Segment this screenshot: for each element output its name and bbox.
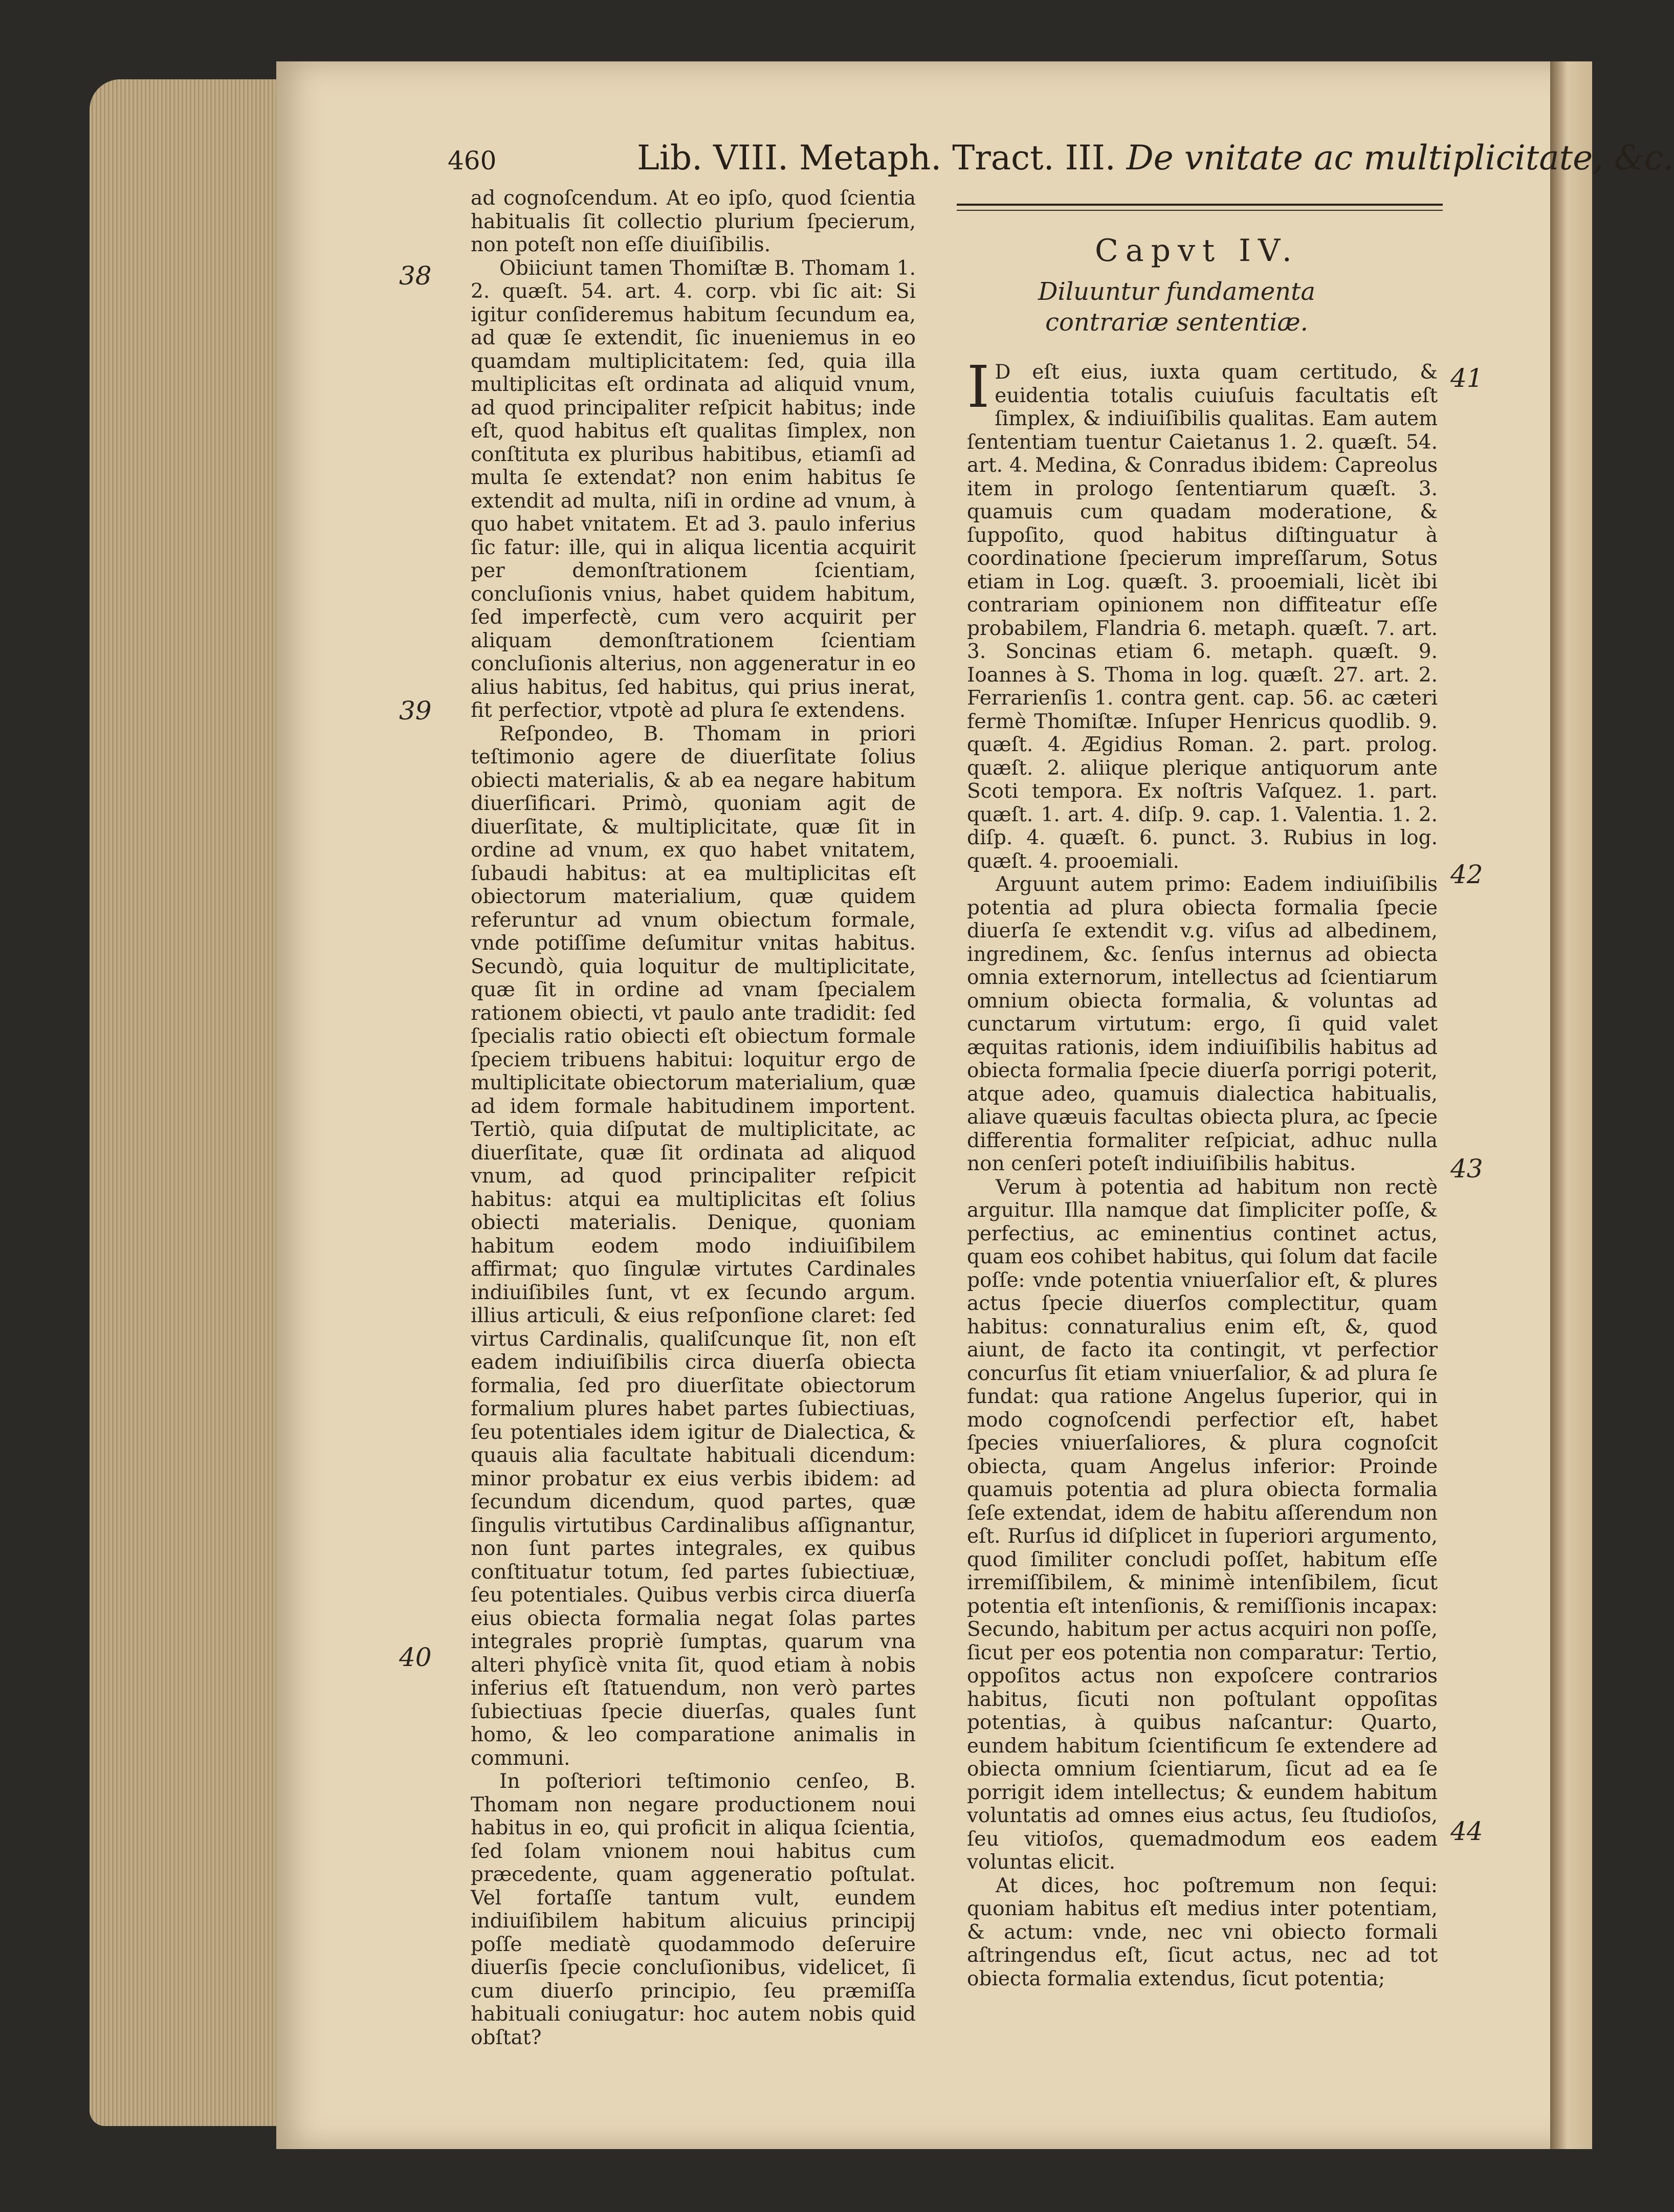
- paragraph-text: D eſt eius, iuxta quam certitudo, & euidentia totalis cuiuſuis facultatis eſt ſimplex, & indiuiſibilis qualitas. Eam autem ſententiam tuentur Caietanus 1. 2. quæſt. 54. art. 4. Medina, & Conradus ibidem: Capreolus item in prologo ſententiarum quæſt. 3. quamuis cum quadam moderatione, & ſuppoſito, quod habitus diſtinguatur à coordinatione ſpecierum impreſſarum, Sotus etiam in Log. quæſt. 3. prooemiali, licèt ibi contrariam opinionem non diffiteatur eſſe probabilem, Flandria 6. metaph. quæſt. 7. art. 3. Soncinas etiam 6. metaph. quæſt. 9. Ioannes à S. Thoma in log. quæſt. 27. art. 2. Ferrarienſis 1. contra gent. cap. 56. ac cæteri fermè Thomiſtæ. Inſuper Henricus quodlib. 9. quæſt. 4. Ægidius Roman. 2. part. prolog. quæſt. 2. aliique plerique antiquorum ante Scoti tempora. Ex noſtris Vaſquez. 1. part. quæſt. 1. art. 4. diſp. 9. cap. 1. Valentia. 1. 2. diſp. 4. quæſt. 6. punct. 3. Rubius in log. quæſt. 4. prooemiali.: [967, 361, 1438, 873]
- paragraph: Verum à potentia ad habitum non rectè arguitur. Illa namque dat ſimpliciter poſſe, & perfectius, ac eminentius continet actus, quam eos cohibet habitus, qui ſolum dat facile poſſe: vnde potentia vniuerſalior eſt, & plures actus ſpecie diuerſos complectitur, quam habitus: connaturalius enim eſt, &, quod aiunt, de facto ita contingit, vt perfectior concurſus ſit etiam vniuerſalior, & ad plura ſe fundat: qua ratione Angelus ſuperior, qui in modo cognoſcendi perfectior eſt, habet ſpecies vniuerſaliores, & plura cognoſcit obiecta, quam Angelus inferior: Proinde quamuis potentia ad plura obiecta formalia ſeſe extendat, idem de habitu aſſerendum non eſt. Rurſus id diſplicet in ſuperiori argumento, quod ſimiliter concludi poſſet, habitum eſſe irremiſſibilem, & minimè intenſibilem, ſicut potentia eſt intenſionis, & remiſſionis incapax: Secundo, habitum per actus acquiri non poſſe, ſicut per eos potentia non comparatur: Tertio, oppoſitos actus non expoſcere contrarios habitus, ſicuti non poſtulant oppoſitas potentias, à quibus naſcantur: Quarto, eundem habitum ſcientificum ſe extendere ad obiecta omnium ſcientiarum, ſicut ad ea ſe porrigit idem intellectus; & eundem habitum voluntatis ad omnes eius actus, ſeu ſtudioſos, ſeu vitioſos, quemadmodum eos eadem voluntas elicit.: [967, 1175, 1438, 1874]
- margin-number: 41: [1450, 363, 1483, 393]
- running-head-title: Lib. VIII. Metaph. Tract. III.: [637, 138, 1116, 178]
- paragraph: Reſpondeo, B. Thomam in priori teſtimonio agere de diuerſitate ſolius obiecti materialis, & ab ea negare habitum diuerſificari. Primò, quoniam agit de diuerſitate, & multiplicitate, quæ ſit in ordine ad vnum, ex quo habet vnitatem, ſubaudi habitus: at ea multiplicitas eſt obiectorum materialium, quæ quidem referuntur ad vnum obiectum formale, vnde potiſſime deſumitur vnitas habitus. Secundò, quia loquitur de multiplicitate, quæ ſit in ordine ad vnam ſpecialem rationem obiecti, vt paulo ante tradidit: ſed ſpecialis ratio obiecti eſt obiectum formale ſpeciem tribuens habitui: loquitur ergo de multiplicitate obiectorum materialium, quæ ad idem formale habitudinem importent. Tertiò, quia diſputat de multiplicitate, ac diuerſitate, quæ ſit ordinata ad aliquod vnum, ad quod principaliter reſpicit habitus: atqui ea multiplicitas eſt ſolius obiecti materialis. Denique, quoniam habitum eodem modo indiuiſibilem affirmat; quo ſingulæ virtutes Cardinales indiuiſibiles ſunt, vt ex ſecundo argum. illius articuli, & eius reſponſione claret: ſed virtus Cardinalis, qualiſcunque ſit, non eſt eadem indiuiſibilis circa diuerſa obiecta formalia, ſed pro diuerſitate obiectorum formalium plures habet partes ſubiectiuas, ſeu potentiales idem igitur de Dialectica, & quauis alia facultate habituali dicendum: minor probatur ex eius verbis ibidem: ad ſecundum dicendum, quod partes, quæ ſingulis virtutibus Cardinalibus aſſignantur, non ſunt partes integrales, ex quibus conſtituatur totum, ſed partes ſubiectiuæ, ſeu potentiales. Quibus verbis circa diuerſa eius obiecta formalia negat ſolas partes integrales propriè ſumptas, quarum vna alteri phyſicè vnita ſit, quod etiam à nobis inferius eſt ſtatuendum, non verò partes ſubiectiuas ſpecie diuerſas, quales ſunt homo, & leo comparatione animalis in communi.: [471, 722, 916, 1770]
- header-rule: [957, 204, 1443, 211]
- chapter-title: Capvt IV.: [1095, 233, 1299, 269]
- right-text-column: [967, 354, 1438, 1990]
- margin-number: 39: [399, 696, 432, 726]
- paragraph: [967, 354, 1438, 873]
- book-page-edges: [90, 79, 284, 2126]
- running-head: [637, 138, 1674, 178]
- drop-cap: I: [967, 354, 990, 421]
- margin-number: 42: [1450, 860, 1483, 889]
- margin-number: 38: [399, 261, 432, 291]
- paragraph: In poſteriori teſtimonio cenſeo, B. Thomam non negare productionem noui habitus in eo, qui proficit in aliqua ſcientia, ſed ſolam vnionem noui habitus cum præcedente, quam aggeneratio poſtulat. Vel fortaſſe tantum vult, eundem indiuiſibilem habitum alicuius principij poſſe mediatè quodammodo deſeruire diuerſis ſpecie concluſionibus, videlicet, ſi cum diuerſo principio, ſeu præmiſſa habituali coniugatur: hoc autem nobis quid obſtat?: [471, 1770, 916, 2049]
- margin-number: 40: [399, 1642, 432, 1672]
- facing-page-edge: [1550, 61, 1592, 2149]
- page-number: 460: [448, 146, 497, 176]
- left-text-column: [471, 187, 916, 2049]
- paragraph: Arguunt autem primo: Eadem indiuiſibilis potentia ad plura obiecta formalia ſpecie diuerſa ſe extendit v.g. viſus ad albedinem, ingredinem, &c. ſenſus internus ad obiecta omnia externorum, intellectus ad ſcientiarum omnium obiecta formalia, & voluntas ad cunctarum virtutum: ergo, ſi quid valet æquitas rationis, idem indiuiſibilis habitus ad obiecta formalia ſpecie diuerſa porrigi poterit, atque adeo, quamuis dialectica habitualis, aliave quæuis facultas obiecta plura, ac ſpecie differentia formaliter reſpiciat, adhuc nulla non cenſeri poteſt indiuiſibilis habitus.: [967, 873, 1438, 1175]
- paragraph: At dices, hoc poſtremum non ſequi: quoniam habitus eſt medius inter potentiam, & actum: vnde, nec vni obiecto formali aſtringendus eſt, ſicut actus, nec ad tot obiecta formalia extendus, ſicut potentia;: [967, 1874, 1438, 1990]
- chapter-subtitle: Diluuntur fundamenta contrariæ sententiæ.: [1038, 277, 1315, 337]
- running-head-subtitle: De vnitate ac multiplicitate, &c.: [1126, 138, 1674, 178]
- margin-number: 44: [1450, 1816, 1483, 1846]
- margin-number: 43: [1450, 1154, 1483, 1184]
- paragraph: ad cognoſcendum. At eo ipſo, quod ſcientia habitualis ſit collectio plurium ſpecierum, non poteſt non eſſe diuiſibilis.: [471, 187, 916, 256]
- paragraph: Obiiciunt tamen Thomiſtæ B. Thomam 1. 2. quæſt. 54. art. 4. corp. vbi ſic ait: Si igitur conſideremus habitum ſecundum ea, ad quæ ſe extendit, ſic inueniemus in eo quamdam multiplicitatem: ſed, quia illa multiplicitas eſt ordinata ad aliquid vnum, ad quod principaliter reſpicit habitus; inde eſt, quod habitus eſt qualitas ſimplex, non conſtituta ex pluribus habitibus, etiamſi ad multa ſe extendat? non enim habitus ſe extendit ad multa, niſi in ordine ad vnum, à quo habet vnitatem. Et ad 3. paulo inferius ſic fatur: ille, qui in aliqua licentia acquirit per demonſtrationem ſcientiam, concluſionis vnius, habet quidem habitum, ſed imperfectè, cum vero acquirit per aliquam demonſtrationem ſcientiam concluſionis alterius, non aggeneratur in eo alius habitus, ſed habitus, qui prius inerat, fit perfectior, vtpotè ad plura ſe extendens.: [471, 256, 916, 722]
